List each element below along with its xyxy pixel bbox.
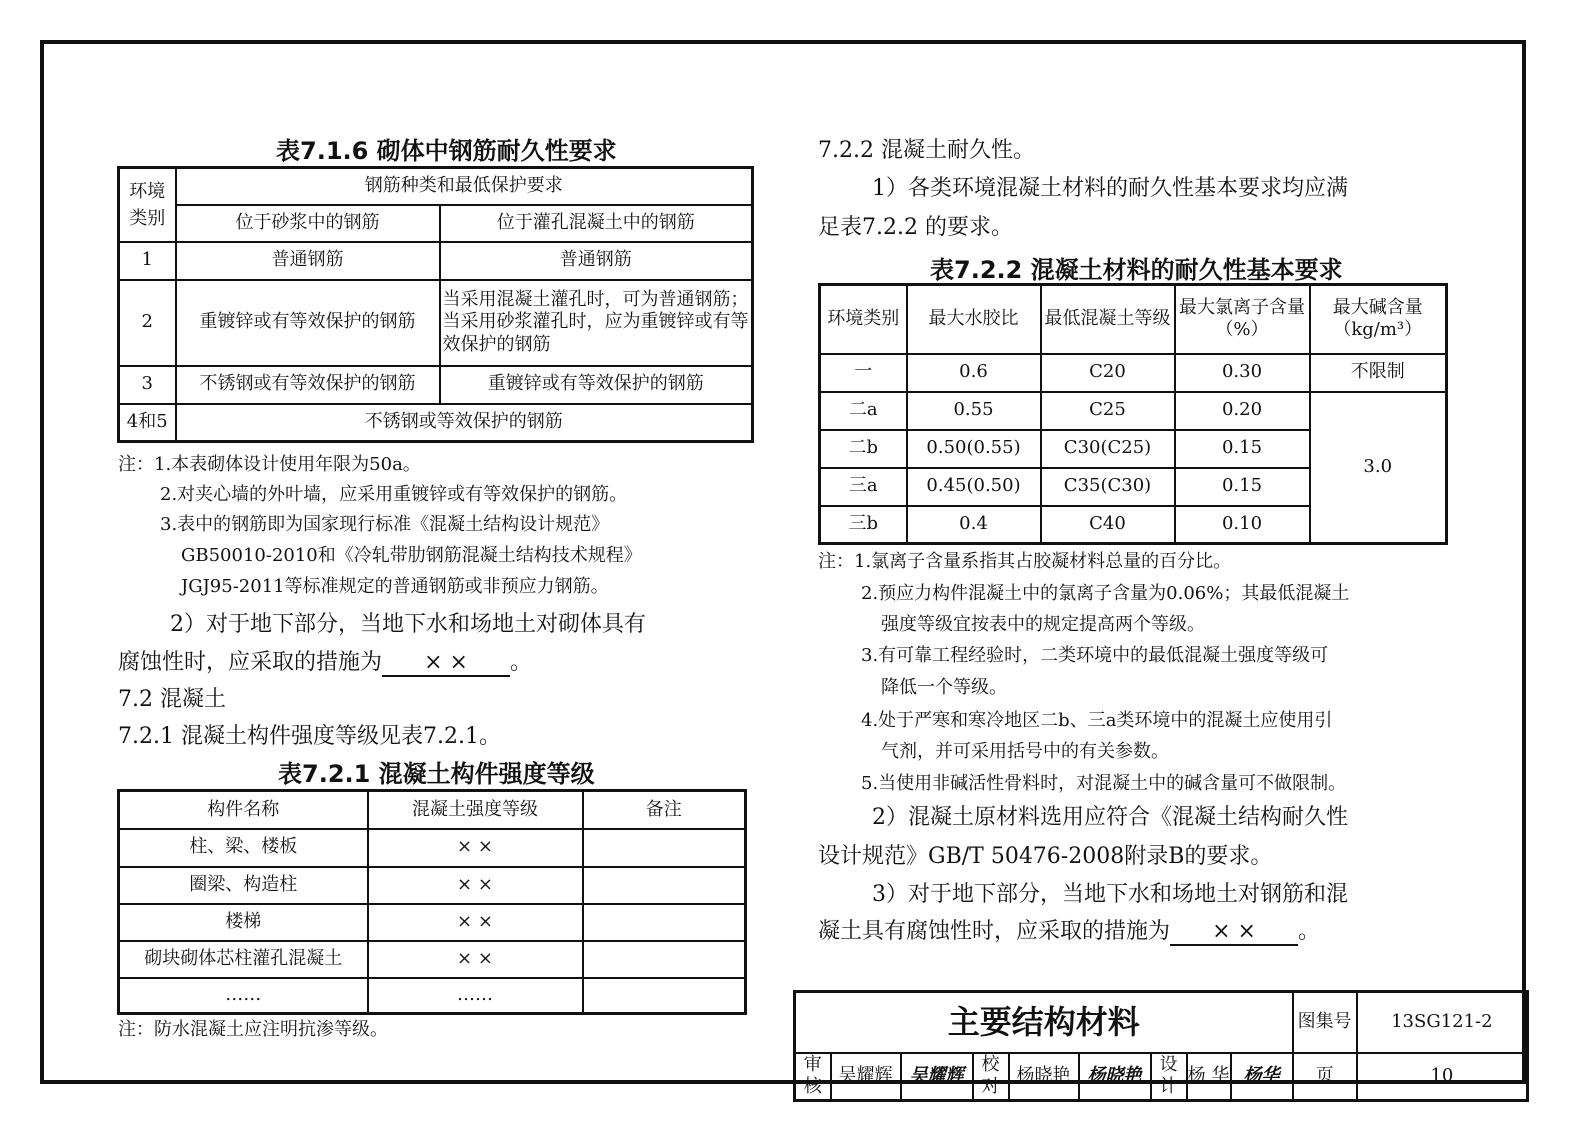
note-716-1: 注：1.本表砌体设计使用年限为50a。 [118, 454, 421, 475]
cell-name: 砌块砌体芯柱灌孔混凝土 [119, 941, 368, 978]
cell-name: 楼梯 [119, 904, 368, 941]
cell-env: 二b [820, 430, 907, 468]
table-row [119, 404, 753, 442]
header-water-binder: 最大水胶比 [907, 285, 1041, 354]
paragraph-1-line1: 1）各类环境混凝土材料的耐久性基本要求均应满 [872, 176, 1348, 201]
header-grade: 混凝土强度等级 [368, 791, 583, 829]
drawing-title: 主要结构材料 [795, 992, 1293, 1053]
cell-wb: 0.55 [907, 392, 1041, 430]
note-722-3: 3.有可靠工程经验时，二类环境中的最低混凝土强度等级可 [861, 645, 1329, 666]
page-label: 页 [1293, 1053, 1357, 1101]
review-name: 吴耀辉 [831, 1053, 901, 1101]
note-722-4b: 气剂，并可采用括号中的有关参数。 [881, 741, 1169, 762]
cell-wb: 0.45(0.50) [907, 468, 1041, 506]
table-row [119, 904, 746, 941]
cell-grade: × × [368, 941, 583, 978]
table-721 [117, 789, 747, 1015]
cell-cl: 0.15 [1175, 468, 1310, 506]
cell-name: 柱、梁、楼板 [119, 829, 368, 867]
paragraph-722-3-line1: 3）对于地下部分，当地下水和场地土对钢筋和混 [872, 882, 1348, 907]
table-row [119, 941, 746, 978]
cell-wb: 0.6 [907, 354, 1041, 392]
cell-alkali: 不限制 [1310, 354, 1447, 392]
note-721: 注：防水混凝土应注明抗渗等级。 [118, 1019, 388, 1040]
table-row [820, 392, 1447, 430]
section-7-2: 7.2 混凝土 [118, 687, 226, 712]
header-min-grade: 最低混凝土等级 [1041, 285, 1175, 354]
cell-remark [583, 978, 746, 1014]
cell-grade: …… [368, 978, 583, 1014]
cell-grade: C40 [1041, 506, 1175, 544]
cell-mortar: 重镀锌或有等效保护的钢筋 [176, 280, 440, 366]
cell-name: …… [119, 978, 368, 1014]
header-env-category: 环境类别 [119, 168, 176, 242]
page-number: 10 [1357, 1053, 1528, 1101]
paragraph-722-3-line2: 凝土具有腐蚀性时，应采取的措施为 × × 。 [818, 920, 1320, 946]
cell-grade: × × [368, 904, 583, 941]
cell-wb: 0.4 [907, 506, 1041, 544]
paragraph-2-line2: 腐蚀性时，应采取的措施为 × × 。 [118, 651, 532, 677]
note-722-5: 5.当使用非碱活性骨料时，对混凝土中的碱含量可不做限制。 [861, 773, 1347, 794]
table-row [119, 829, 746, 867]
check-label: 校对 [973, 1053, 1009, 1101]
paragraph-722-2-line1: 2）混凝土原材料选用应符合《混凝土结构耐久性 [872, 805, 1348, 830]
cell-grade: × × [368, 829, 583, 867]
table-row [119, 867, 746, 904]
cell-grout: 当采用混凝土灌孔时，可为普通钢筋；当采用砂浆灌孔时，应为重镀锌或有等效保护的钢筋 [440, 280, 753, 366]
table-716-title: 表7.1.6 砌体中钢筋耐久性要求 [276, 137, 617, 165]
header-rebar-group: 钢筋种类和最低保护要求 [176, 168, 753, 205]
table-722-title: 表7.2.2 混凝土材料的耐久性基本要求 [930, 256, 1343, 284]
cell-cl: 0.20 [1175, 392, 1310, 430]
cell-env: 三a [820, 468, 907, 506]
header-remark: 备注 [583, 791, 746, 829]
paragraph-722-2-line2: 设计规范》GB/T 50476-2008附录B的要求。 [818, 844, 1273, 869]
note-716-3: 3.表中的钢筋即为国家现行标准《混凝土结构设计规范》 [160, 514, 610, 535]
cell-grade: × × [368, 867, 583, 904]
cell-env: 一 [820, 354, 907, 392]
cell-alkali-merged: 3.0 [1310, 392, 1447, 544]
cell-env: 1 [119, 242, 176, 280]
note-722-2b: 强度等级宜按表中的规定提高两个等级。 [881, 614, 1205, 635]
cell-grade: C20 [1041, 354, 1175, 392]
table-row [119, 978, 746, 1014]
cell-mortar: 不锈钢或有等效保护的钢筋 [176, 366, 440, 404]
cell-grout: 普通钢筋 [440, 242, 753, 280]
table-row [119, 242, 753, 280]
cell-cl: 0.10 [1175, 506, 1310, 544]
cell-grout: 重镀锌或有等效保护的钢筋 [440, 366, 753, 404]
cell-wb: 0.50(0.55) [907, 430, 1041, 468]
design-name: 杨 华 [1187, 1053, 1231, 1101]
cell-remark [583, 867, 746, 904]
cell-env: 2 [119, 280, 176, 366]
cell-remark [583, 941, 746, 978]
header-in-mortar: 位于砂浆中的钢筋 [176, 205, 440, 242]
atlas-label: 图集号 [1293, 992, 1357, 1053]
note-716-5: JGJ95-2011等标准规定的普通钢筋或非预应力钢筋。 [181, 576, 609, 597]
cell-remark [583, 904, 746, 941]
paragraph-2-line1: 2）对于地下部分，当地下水和场地土对砌体具有 [170, 612, 646, 637]
header-member-name: 构件名称 [119, 791, 368, 829]
cell-mortar: 普通钢筋 [176, 242, 440, 280]
note-722-2: 2.预应力构件混凝土中的氯离子含量为0.06%；其最低混凝土 [861, 583, 1350, 604]
cell-name: 圈梁、构造柱 [119, 867, 368, 904]
cell-cl: 0.15 [1175, 430, 1310, 468]
note-716-2: 2.对夹心墙的外叶墙，应采用重镀锌或有等效保护的钢筋。 [160, 484, 628, 505]
header-env: 环境类别 [820, 285, 907, 354]
check-signature: 杨晓艳 [1079, 1053, 1151, 1101]
table-row [820, 354, 1447, 392]
design-signature: 杨华 [1231, 1053, 1293, 1101]
note-722-1: 注：1.氯离子含量系指其占胶凝材料总量的百分比。 [818, 551, 1232, 572]
header-in-grout: 位于灌孔混凝土中的钢筋 [440, 205, 753, 242]
table-721-title: 表7.2.1 混凝土构件强度等级 [278, 760, 595, 788]
cell-grade: C35(C30) [1041, 468, 1175, 506]
section-7-2-1: 7.2.1 混凝土构件强度等级见表7.2.1。 [118, 724, 501, 749]
review-signature: 吴耀辉 [901, 1053, 973, 1101]
header-chloride: 最大氯离子含量（%） [1175, 285, 1310, 354]
fill-blank: × × [382, 651, 510, 677]
note-716-4: GB50010-2010和《冷轧带肋钢筋混凝土结构技术规程》 [181, 545, 642, 566]
check-name: 杨晓艳 [1009, 1053, 1079, 1101]
paragraph-1-line2: 足表7.2.2 的要求。 [818, 215, 1013, 240]
section-7-2-2: 7.2.2 混凝土耐久性。 [818, 138, 1035, 163]
note-722-4: 4.处于严寒和寒冷地区二b、三a类环境中的混凝土应使用引 [861, 710, 1333, 731]
cell-env: 三b [820, 506, 907, 544]
design-label: 设计 [1151, 1053, 1187, 1101]
note-722-3b: 降低一个等级。 [881, 677, 1007, 698]
table-716 [117, 166, 754, 443]
cell-grade: C25 [1041, 392, 1175, 430]
cell-remark [583, 829, 746, 867]
atlas-number: 13SG121-2 [1357, 992, 1528, 1053]
review-label: 审核 [795, 1053, 831, 1101]
cell-env: 二a [820, 392, 907, 430]
cell-merged: 不锈钢或等效保护的钢筋 [176, 404, 753, 442]
cell-grade: C30(C25) [1041, 430, 1175, 468]
cell-cl: 0.30 [1175, 354, 1310, 392]
fill-blank: × × [1170, 920, 1298, 946]
table-722 [818, 283, 1448, 545]
header-alkali: 最大碱含量（kg/m³） [1310, 285, 1447, 354]
cell-env: 3 [119, 366, 176, 404]
table-row [119, 366, 753, 404]
cell-env: 4和5 [119, 404, 176, 442]
title-block [793, 990, 1529, 1102]
table-row [119, 280, 753, 366]
